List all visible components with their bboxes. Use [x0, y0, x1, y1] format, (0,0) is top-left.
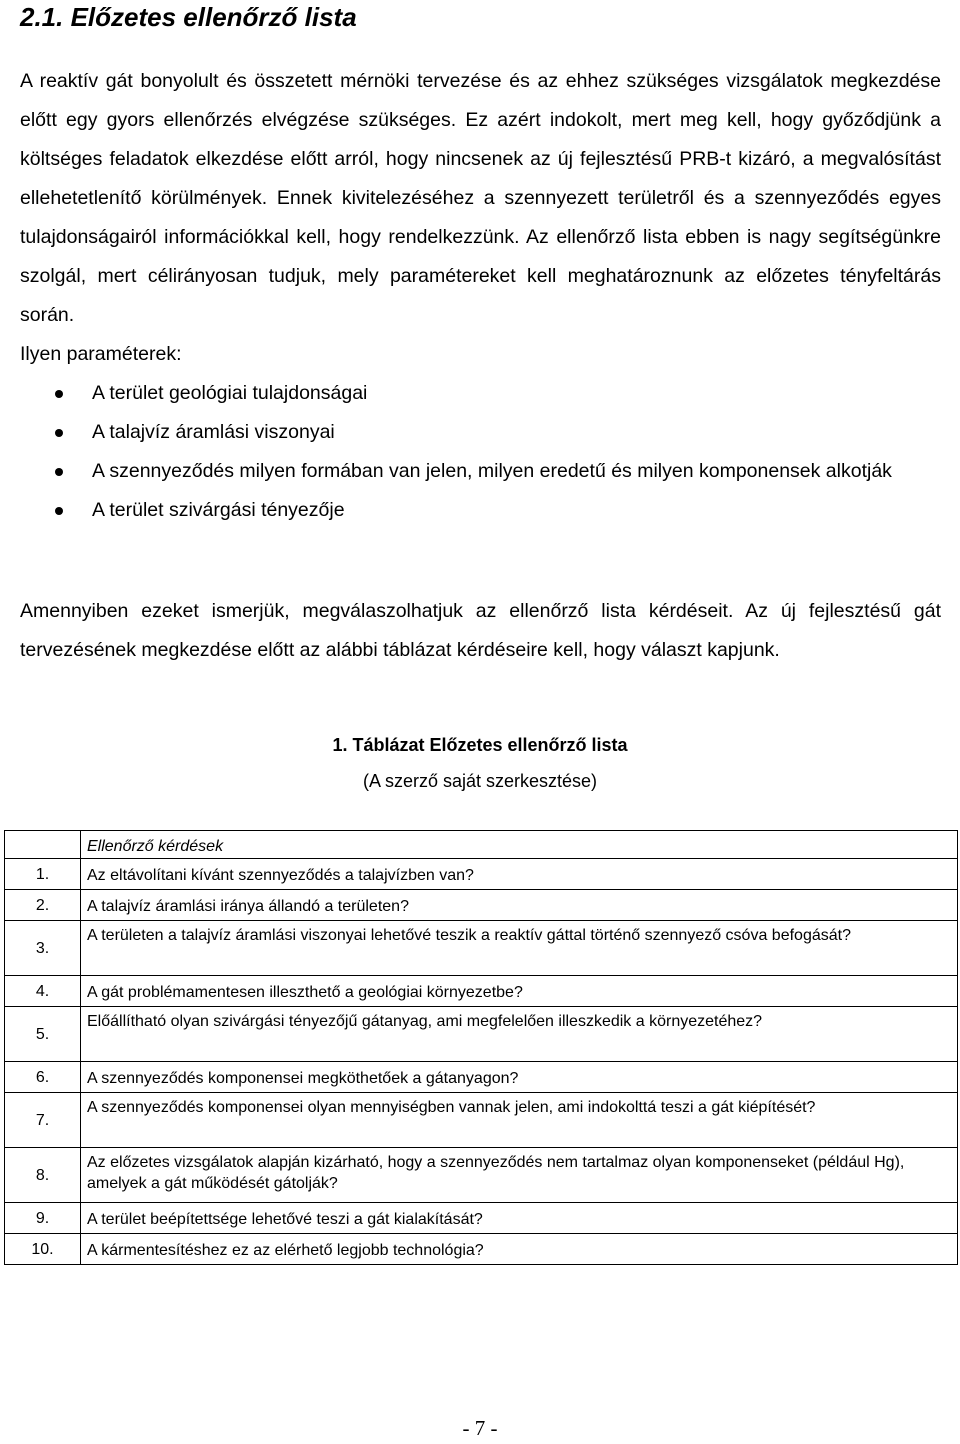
- table-header-label: Ellenőrző kérdések: [81, 831, 958, 859]
- row-question: A talajvíz áramlási iránya állandó a területen?: [81, 890, 958, 921]
- page-number: - 7 -: [462, 1416, 498, 1440]
- row-question: A területen a talajvíz áramlási viszonyai lehetővé teszik a reaktív gáttal történő szennyező csóva befogását?: [81, 921, 958, 976]
- checklist-table: [4, 830, 958, 1265]
- table-subcaption: (A szerző saját szerkesztése): [362, 771, 598, 791]
- table-row: [5, 1062, 958, 1093]
- table-row: [5, 1093, 958, 1148]
- table-header-num: [5, 831, 81, 859]
- list-item: A talajvíz áramlási viszonyai: [0, 413, 960, 452]
- table-row: [5, 976, 958, 1007]
- table-caption: 1. Táblázat Előzetes ellenőrző lista: [332, 735, 628, 755]
- list-item: A szennyeződés milyen formában van jelen, milyen eredetű és milyen komponensek alkotják: [0, 452, 960, 491]
- bullet-icon: [55, 507, 63, 515]
- row-question: A szennyeződés komponensei olyan mennyiségben vannak jelen, ami indokolttá teszi a gát kiépítését?: [81, 1093, 958, 1148]
- table-row: [5, 890, 958, 921]
- row-number: 3.: [5, 921, 81, 976]
- section-heading: 2.1. Előzetes ellenőrző lista: [20, 2, 357, 32]
- list-item: A terület szivárgási tényezője: [0, 491, 960, 530]
- row-question: A terület beépítettsége lehetővé teszi a gát kialakítását?: [81, 1203, 958, 1234]
- bullet-icon: [55, 429, 63, 437]
- row-number: 9.: [5, 1203, 81, 1234]
- table-row: [5, 1234, 958, 1265]
- parameters-label: Ilyen paraméterek:: [20, 343, 182, 365]
- row-question: Előállítható olyan szivárgási tényezőjű gátanyag, ami megfelelően illeszkedik a környezetéhez?: [81, 1007, 958, 1062]
- bullet-icon: [55, 390, 63, 398]
- table-header-row: [5, 831, 958, 859]
- paragraph-intro: A reaktív gát bonyolult és összetett mérnöki tervezése és az ehhez szükséges vizsgálatok megkezdése előtt egy gyors ellenőrzés elvégzése szükséges. Ez azért indokolt, mert meg kell, hogy győződjünk a költséges feladatok elkezdése előtt arról, hogy nincsenek az új fejlesztésű PRB-t kizáró, a megvalósítást ellehetetlenítő körülmények. Ennek kivitelezéséhez a szennyezett területről és a szennyeződés egyes tulajdonságairól információkkal kell, hogy rendelkezzünk. Az ellenőrző lista ebben is nagy segítségünkre szolgál, mert célirányosan tudjuk, mely paramétereket kell meghatároznunk az előzetes tényfeltárás során.: [20, 70, 941, 326]
- table-row: [5, 1007, 958, 1062]
- row-question: Az előzetes vizsgálatok alapján kizárható, hogy a szennyeződés nem tartalmaz olyan komponenseket (például Hg), amelyek a gát működését gátolják?: [81, 1148, 958, 1203]
- row-number: 1.: [5, 859, 81, 890]
- list-item: A terület geológiai tulajdonságai: [0, 374, 960, 413]
- table-row: [5, 921, 958, 976]
- paragraph-conclusion: Amennyiben ezeket ismerjük, megválaszolhatjuk az ellenőrző lista kérdéseit. Az új fejlesztésű gát tervezésének megkezdése előtt az alábbi táblázat kérdéseire kell, hogy választ kapjunk.: [20, 600, 941, 661]
- row-question: A kármentesítéshez ez az elérhető legjobb technológia?: [81, 1234, 958, 1265]
- table-row: [5, 1148, 958, 1203]
- row-number: 2.: [5, 890, 81, 921]
- parameter-list: [0, 374, 960, 530]
- row-question: A gát problémamentesen illeszthető a geológiai környezetbe?: [81, 976, 958, 1007]
- row-number: 4.: [5, 976, 81, 1007]
- row-number: 8.: [5, 1148, 81, 1203]
- row-number: 6.: [5, 1062, 81, 1093]
- row-number: 7.: [5, 1093, 81, 1148]
- table-row: [5, 859, 958, 890]
- table-row: [5, 1203, 958, 1234]
- bullet-icon: [55, 468, 63, 476]
- row-number: 5.: [5, 1007, 81, 1062]
- row-number: 10.: [5, 1234, 81, 1265]
- row-question: A szennyeződés komponensei megköthetőek a gátanyagon?: [81, 1062, 958, 1093]
- row-question: Az eltávolítani kívánt szennyeződés a talajvízben van?: [81, 859, 958, 890]
